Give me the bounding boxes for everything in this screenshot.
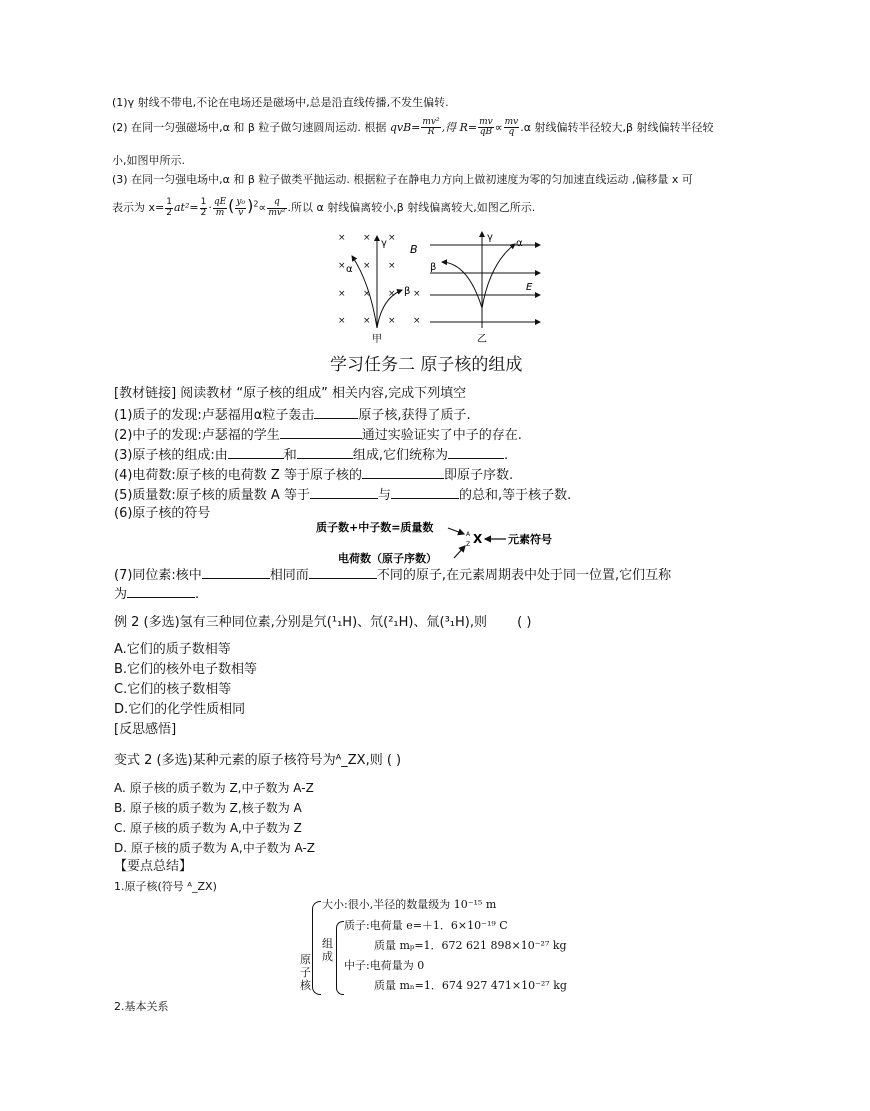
frac-numerator: mv bbox=[504, 117, 519, 127]
para2-f1a: qvB= bbox=[389, 120, 421, 134]
blank-field bbox=[362, 466, 444, 479]
arrow-to-Z bbox=[454, 546, 465, 558]
frac-denominator: q bbox=[508, 127, 515, 138]
section-title: 学习任务二 原子核的组成 bbox=[330, 355, 523, 375]
arrow-to-A bbox=[448, 528, 464, 534]
fraction-y0-v bbox=[235, 198, 246, 218]
item-text: 与 bbox=[377, 488, 391, 503]
item-6: (6)原子核的符号 bbox=[114, 506, 211, 521]
proportional-symbol: ∝ bbox=[494, 120, 503, 134]
lead-text: [教材链接] 阅读教材 “原子核的组成” 相关内容,完成下列填空 bbox=[114, 386, 467, 401]
composition-label: 组成 bbox=[322, 937, 333, 963]
frac-numerator: mv² bbox=[422, 117, 440, 127]
item-text: 通过实验证实了中子的存在. bbox=[361, 428, 522, 443]
fraction-mv-qB bbox=[478, 118, 494, 138]
item-4 bbox=[114, 466, 513, 484]
paren-open: ( bbox=[228, 196, 235, 215]
root-label: 原子核 bbox=[300, 953, 311, 992]
blank-field bbox=[310, 486, 378, 499]
para3-mid: at²= bbox=[173, 201, 199, 214]
nucleus-structure-diagram bbox=[298, 897, 588, 997]
summary-title: 【要点总结】 bbox=[114, 859, 193, 874]
frac-denominator: v bbox=[238, 207, 244, 218]
blank-field bbox=[391, 486, 459, 499]
frac-numerator: y₀ bbox=[236, 197, 246, 208]
blank-field bbox=[448, 446, 504, 459]
example-option-a: A.它们的质子数相等 bbox=[114, 642, 231, 657]
frac-numerator: qE bbox=[213, 197, 227, 208]
outer-brace bbox=[312, 901, 321, 995]
frac-denominator: 2 bbox=[200, 207, 207, 218]
beta-label-right: β bbox=[430, 262, 437, 273]
blank-field bbox=[228, 446, 284, 459]
alpha-label-right: α bbox=[516, 238, 523, 249]
item-5 bbox=[114, 486, 571, 504]
text-magnetic-field-para-end: 小,如图甲所示. bbox=[112, 154, 185, 167]
item-text: 和 bbox=[283, 448, 297, 463]
example-option-d: D.它们的化学性质相同 bbox=[114, 702, 246, 717]
svg-text:×: × bbox=[363, 233, 371, 243]
example-question bbox=[114, 615, 531, 631]
dot-operator: · bbox=[208, 201, 212, 214]
item-1 bbox=[114, 406, 471, 424]
ray-deflection-figure bbox=[330, 228, 545, 346]
diagram-mass-label: 质子数+中子数=质量数 bbox=[316, 521, 434, 534]
diagram-element-label: 元素符号 bbox=[508, 533, 552, 546]
variant-option-c: C. 原子核的质子数为 A,中子数为 Z bbox=[114, 821, 302, 835]
label-E: E bbox=[526, 282, 533, 293]
blank-field bbox=[309, 566, 377, 579]
item-text: (3)原子核的组成:由 bbox=[114, 448, 228, 463]
nuclear-symbol-diagram bbox=[312, 518, 562, 566]
proportional-symbol: ∝ bbox=[258, 201, 267, 214]
item-3 bbox=[114, 446, 508, 464]
item-text: . bbox=[195, 587, 200, 602]
fraction-half-2 bbox=[200, 198, 208, 218]
blank-field bbox=[314, 406, 358, 419]
reflection-label: [反思感悟] bbox=[114, 722, 177, 737]
beta-label-left: β bbox=[404, 286, 411, 297]
para3-post: .所以 α 射线偏离较小,β 射线偏离较大,如图乙所示. bbox=[287, 201, 536, 214]
frac-numerator: mv bbox=[479, 117, 493, 127]
electric-field-lines bbox=[430, 245, 540, 322]
frac-denominator: 2 bbox=[166, 207, 172, 218]
svg-text:×: × bbox=[338, 289, 346, 299]
svg-text:×: × bbox=[363, 289, 371, 299]
label-yi: 乙 bbox=[477, 334, 487, 345]
item-text: 的总和,等于核子数. bbox=[458, 488, 572, 503]
item-text: 即原子序数. bbox=[443, 468, 514, 483]
proton-mass: 质量 mₚ=1．672 621 898×10⁻²⁷ kg bbox=[374, 939, 567, 952]
frac-numerator: 1 bbox=[200, 197, 207, 208]
blank-field bbox=[280, 426, 362, 439]
exponent: 2 bbox=[253, 199, 259, 209]
frac-denominator: mv² bbox=[268, 207, 286, 218]
para2-pre: (2) 在同一匀强磁场中,α 和 β 粒子做匀速圆周运动. 根据 bbox=[112, 120, 390, 134]
text-electric-field-para: (3) 在同一匀强电场中,α 和 β 粒子做类平抛运动. 根据粒子在静电力方向上做初速度为零的匀加速直线运动 ,偏移量 x 可 bbox=[112, 173, 693, 186]
summary-item-2: 2.基本关系 bbox=[114, 1000, 169, 1013]
fraction-mv2-R bbox=[421, 118, 440, 138]
svg-text:×: × bbox=[388, 261, 396, 271]
svg-text:×: × bbox=[413, 289, 421, 299]
item-text: (1)质子的发现:卢瑟福用α粒子轰击 bbox=[114, 408, 315, 423]
svg-text:×: × bbox=[388, 316, 396, 326]
svg-text:×: × bbox=[388, 233, 396, 243]
item-2 bbox=[114, 426, 522, 444]
para2-f2a: ,得 R= bbox=[441, 120, 478, 134]
example-option-c: C.它们的核子数相等 bbox=[114, 682, 232, 697]
item-text: (4)电荷数:原子核的电荷数 Z 等于原子核的 bbox=[114, 468, 362, 483]
item-text: 原子核,获得了质子. bbox=[358, 408, 471, 423]
frac-numerator: 1 bbox=[166, 197, 172, 208]
variant-question: 变式 2 (多选)某种元素的原子核符号为ᴬ_ZX,则 ( ) bbox=[114, 753, 402, 768]
symbol-A: A bbox=[466, 531, 471, 538]
item-text: (7)同位素:核中 bbox=[114, 568, 202, 583]
item-text: (2)中子的发现:卢瑟福的学生 bbox=[114, 428, 280, 443]
neutron-mass: 质量 mₙ=1．674 927 471×10⁻²⁷ kg bbox=[374, 979, 567, 992]
para3-pre: 表示为 x= bbox=[112, 201, 165, 214]
label-B: B bbox=[410, 243, 418, 256]
example-option-b: B.它们的核外电子数相等 bbox=[114, 662, 258, 677]
svg-text:×: × bbox=[338, 261, 346, 271]
item-text: . bbox=[503, 448, 509, 463]
fraction-half bbox=[165, 198, 173, 218]
para2-post: .α 射线偏转半径较大,β 射线偏转半径较 bbox=[520, 120, 714, 134]
fraction-q-mv2 bbox=[267, 198, 286, 218]
summary-item-1: 1.原子核(符号 ᴬ_ZX) bbox=[114, 880, 217, 893]
magnetic-field-crosses bbox=[338, 233, 421, 326]
frac-denominator: R bbox=[427, 127, 435, 138]
item-text: 相同而 bbox=[269, 568, 309, 583]
blank-field bbox=[202, 566, 270, 579]
diagram-charge-label: 电荷数（原子序数） bbox=[338, 552, 437, 565]
item-text: 不同的原子,在元素周期表中处于同一位置,它们互称 bbox=[376, 568, 672, 583]
gamma-label-right: γ bbox=[487, 232, 493, 243]
svg-text:×: × bbox=[388, 289, 396, 299]
item-text: 组成,它们统称为 bbox=[352, 448, 448, 463]
size-line: 大小:很小,半径的数量级为 10⁻¹⁵ m bbox=[322, 898, 497, 911]
paren-close: ) bbox=[247, 196, 254, 215]
inner-brace bbox=[336, 921, 344, 995]
text-gamma-ray: (1)γ 射线不带电,不论在电场还是磁场中,总是沿直线传播,不发生偏转. bbox=[112, 96, 449, 109]
variant-option-b: B. 原子核的质子数为 Z,核子数为 A bbox=[114, 801, 302, 815]
neutron-charge: 中子:电荷量为 0 bbox=[344, 959, 425, 972]
frac-denominator: qB bbox=[479, 127, 493, 138]
blank-field bbox=[127, 585, 195, 598]
example-text: 例 2 (多选)氢有三种同位素,分别是氕(¹₁H)、氘(²₁H)、氚(³₁H),则 bbox=[114, 615, 487, 630]
svg-text:×: × bbox=[363, 261, 371, 271]
alpha-label-left: α bbox=[346, 264, 353, 275]
item-7-cont bbox=[114, 585, 199, 603]
symbol-X: X bbox=[473, 532, 483, 546]
item-text: (5)质量数:原子核的质量数 A 等于 bbox=[114, 488, 310, 503]
frac-denominator: m bbox=[215, 207, 225, 218]
frac-numerator: q bbox=[267, 198, 286, 208]
gamma-label-left: γ bbox=[381, 238, 387, 249]
text-deflection-formula bbox=[112, 196, 535, 218]
label-jia: 甲 bbox=[372, 334, 382, 345]
svg-text:×: × bbox=[363, 316, 371, 326]
item-text: 为 bbox=[114, 587, 128, 602]
svg-text:×: × bbox=[413, 316, 421, 326]
beta-path-right bbox=[442, 262, 482, 308]
svg-text:×: × bbox=[338, 233, 346, 243]
text-magnetic-field-para bbox=[112, 118, 714, 138]
fraction-qE-m bbox=[213, 198, 227, 218]
variant-option-a: A. 原子核的质子数为 Z,中子数为 A-Z bbox=[114, 781, 314, 795]
proton-charge: 质子:电荷量 e=＋1．6×10⁻¹⁹ C bbox=[344, 919, 508, 932]
blank-field bbox=[297, 446, 353, 459]
svg-text:×: × bbox=[338, 316, 346, 326]
item-7 bbox=[114, 566, 671, 584]
alpha-path-right bbox=[482, 244, 515, 308]
answer-paren: ( ) bbox=[517, 615, 532, 630]
fraction-mv-q bbox=[504, 118, 520, 138]
symbol-Z: Z bbox=[466, 541, 471, 548]
variant-option-d: D. 原子核的质子数为 A,中子数为 A-Z bbox=[114, 841, 316, 855]
